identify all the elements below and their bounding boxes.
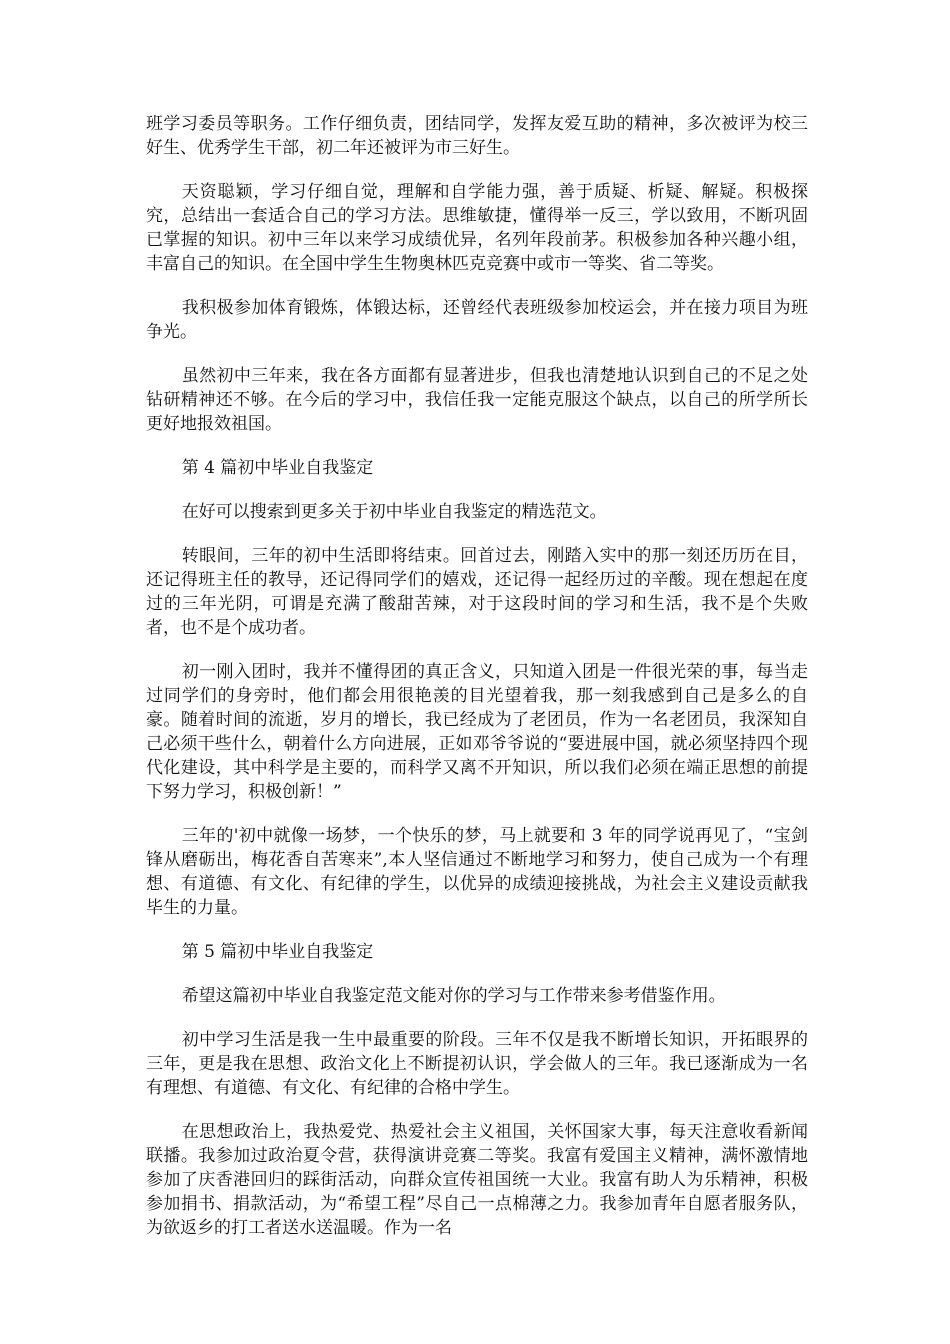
paragraph-intro-5: 希望这篇初中毕业自我鉴定范文能对你的学习与工作带来参考借鉴作用。 [181,986,726,1006]
paragraph-politics: 在思想政治上，我热爱党、热爱社会主义祖国，关怀国家大事，每天注意收看新闻联播。我参加过政治夏令营，获得演讲竞赛二等奖。我富有爱国主义精神，满怀激情地参加了庆香港回归的踩街活动，向群众宣传祖国统一大业。我富有助人为乐精神，积极参加捐书、捐款活动，为“希望工程”尽自己一点棉薄之力。我参加青年自愿者服务队，为欲返乡的打工者送水送温暖。作为一名 [146,1122,808,1238]
paragraph-dream: 三年的'初中就像一场梦，一个快乐的梦，马上就要和 3 年的同学说再见了，“宝剑锋从磨砺出，梅花香自苦寒来”,本人坚信通过不断地学习和努力，使自己成为一个有理想、有道德、有文化、有纪律的学生，以优异的成绩迎接挑战，为社会主义建设贡献我毕生的力量。 [146,826,808,918]
document-page [146,112,808,1260]
paragraph-league: 初一刚入团时，我并不懂得团的真正含义，只知道入团是一件很光荣的事，每当走过同学们的身旁时，他们都会用很艳羡的目光望着我，那一刻我感到自己是多么的自豪。随着时间的流逝，岁月的增长，我已经成为了老团员，作为一名老团员，我深知自己必须干些什么，朝着什么方向进展，正如邓爷爷说的“要进展中国，就必须坚持四个现代化建设，其中科学是主要的，而科学又离不开知识，所以我们必须在端正思想的前提下努力学习，积极创新！” [146,662,808,802]
paragraph-looking-back: 转眼间，三年的初中生活即将结束。回首过去，刚踏入实中的那一刻还历历在目，还记得班主任的教导，还记得同学们的嬉戏，还记得一起经历过的辛酸。现在想起在度过的三年光阴，可谓是充满了酸甜苦辣，对于这段时间的学习和生活，我不是个失败者，也不是个成功者。 [146,546,808,638]
paragraph-sports: 我积极参加体育锻炼，体锻达标，还曾经代表班级参加校运会，并在接力项目为班争光。 [146,298,808,342]
section-heading-5: 第 5 篇初中毕业自我鉴定 [181,942,374,962]
paragraph-continuation: 班学习委员等职务。工作仔细负责，团结同学，发挥友爱互助的精神，多次被评为校三好生、优秀学生干部，初二年还被评为市三好生。 [146,114,808,158]
section-heading-4: 第 4 篇初中毕业自我鉴定 [181,458,374,478]
paragraph-intro-4: 在好可以搜索到更多关于初中毕业自我鉴定的精选范文。 [181,502,607,522]
paragraph-study: 天资聪颖，学习仔细自觉，理解和自学能力强，善于质疑、析疑、解疑。积极探究，总结出一套适合自己的学习方法。思维敏捷，懂得举一反三，学以致用，不断巩固已掌握的知识。初中三年以来学习成绩优异，名列年段前茅。积极参加各种兴趣小组，丰富自己的知识。在全国中学生生物奥林匹克竞赛中或市一等奖、省二等奖。 [146,182,808,274]
paragraph-shortcomings: 虽然初中三年来，我在各方面都有显著进步，但我也清楚地认识到自己的不足之处钻研精神还不够。在今后的学习中，我信任我一定能克服这个缺点，以自己的所学所长更好地报效祖国。 [146,366,808,434]
paragraph-important-stage: 初中学习生活是我一生中最重要的阶段。三年不仅是我不断增长知识，开拓眼界的三年，更是我在思想、政治文化上不断提初认识，学会做人的三年。我已逐渐成为一名有理想、有道德、有文化、有纪律的合格中学生。 [146,1030,808,1098]
